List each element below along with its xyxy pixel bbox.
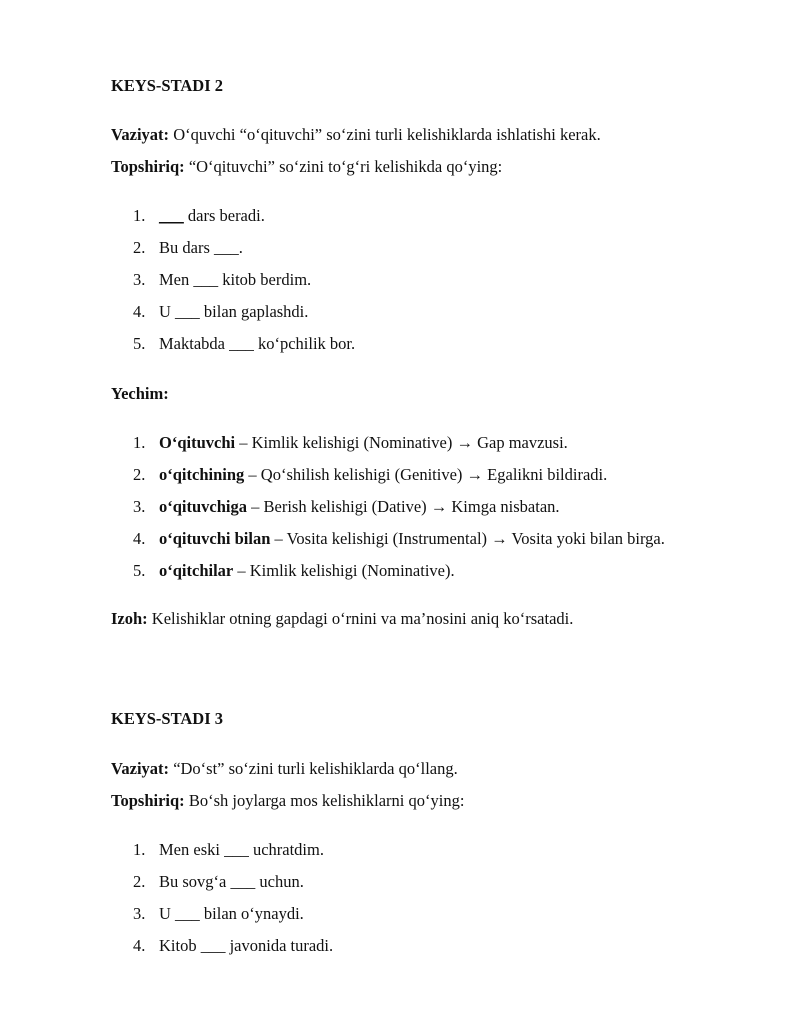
list-number: 2. xyxy=(133,238,146,257)
solution-term: o‘qitchilar xyxy=(159,561,234,580)
list-text: Maktabda ___ ko‘pchilik bor. xyxy=(159,334,356,353)
solution-text: – Qo‘shilish kelishigi (Genitive) → Egalikni bildiradi. xyxy=(244,465,608,484)
case2-solution-label: Yechim: xyxy=(111,384,169,403)
solution-text: – Kimlik kelishigi (Nominative). xyxy=(233,561,455,580)
case3-task-label: Topshiriq: xyxy=(111,791,185,810)
case2-situation-label: Vaziyat: xyxy=(111,125,170,144)
list-number: 4. xyxy=(133,936,146,955)
case2-note xyxy=(111,609,751,629)
list-number: 5. xyxy=(133,334,146,353)
case2-title: KEYS-STADI 2 xyxy=(111,76,224,95)
list-number: 4. xyxy=(133,302,146,321)
list-number: 3. xyxy=(133,270,146,289)
blank: ___ xyxy=(159,206,184,225)
case3-task xyxy=(111,791,751,811)
list-number: 1. xyxy=(133,433,146,452)
list-number: 1. xyxy=(133,206,146,225)
case3-situation-label: Vaziyat: xyxy=(111,759,170,778)
solution-term: O‘qituvchi xyxy=(159,433,236,452)
solution-text: – Berish kelishigi (Dative) → Kimga nisbatan. xyxy=(247,497,560,516)
case2-task-label: Topshiriq: xyxy=(111,157,185,176)
list-text: U ___ bilan gaplashdi. xyxy=(159,302,309,321)
case3-situation-text: “Do‘st” so‘zini turli kelishiklarda qo‘llang. xyxy=(169,759,458,778)
list-text: Bu dars ___. xyxy=(159,238,243,257)
list-number: 3. xyxy=(133,904,146,923)
list-text: U ___ bilan o‘ynaydi. xyxy=(159,904,304,923)
list-number: 2. xyxy=(133,872,146,891)
list-text: Kitob ___ javonida turadi. xyxy=(159,936,334,955)
list-text: dars beradi. xyxy=(183,206,265,225)
list-number: 4. xyxy=(133,529,146,548)
solution-text: – Vosita kelishigi (Instrumental) → Vosita yoki bilan birga. xyxy=(270,529,665,548)
case2-note-label: Izoh: xyxy=(111,609,148,628)
case2-situation xyxy=(111,125,751,145)
solution-term: o‘qitchining xyxy=(159,465,245,484)
list-text: Bu sovg‘a ___ uchun. xyxy=(159,872,304,891)
case2-task xyxy=(111,157,751,177)
list-number: 1. xyxy=(133,840,146,859)
list-text: Men eski ___ uchratdim. xyxy=(159,840,324,859)
case3-title: KEYS-STADI 3 xyxy=(111,709,224,728)
case3-task-text: Bo‘sh joylarga mos kelishiklarni qo‘ying: xyxy=(184,791,465,810)
list-number: 5. xyxy=(133,561,146,580)
solution-text: – Kimlik kelishigi (Nominative) → Gap mavzusi. xyxy=(235,433,568,452)
case2-situation-text: O‘quvchi “o‘qituvchi” so‘zini turli kelishiklarda ishlatishi kerak. xyxy=(169,125,601,144)
list-number: 2. xyxy=(133,465,146,484)
list-text: Men ___ kitob berdim. xyxy=(159,270,312,289)
solution-term: o‘qituvchi bilan xyxy=(159,529,271,548)
case2-note-text: Kelishiklar otning gapdagi o‘rnini va ma’nosini aniq ko‘rsatadi. xyxy=(147,609,574,628)
case2-task-text: “O‘qituvchi” so‘zini to‘g‘ri kelishikda qo‘ying: xyxy=(184,157,503,176)
case3-situation xyxy=(111,759,751,779)
list-number: 3. xyxy=(133,497,146,516)
solution-term: o‘qituvchiga xyxy=(159,497,248,516)
